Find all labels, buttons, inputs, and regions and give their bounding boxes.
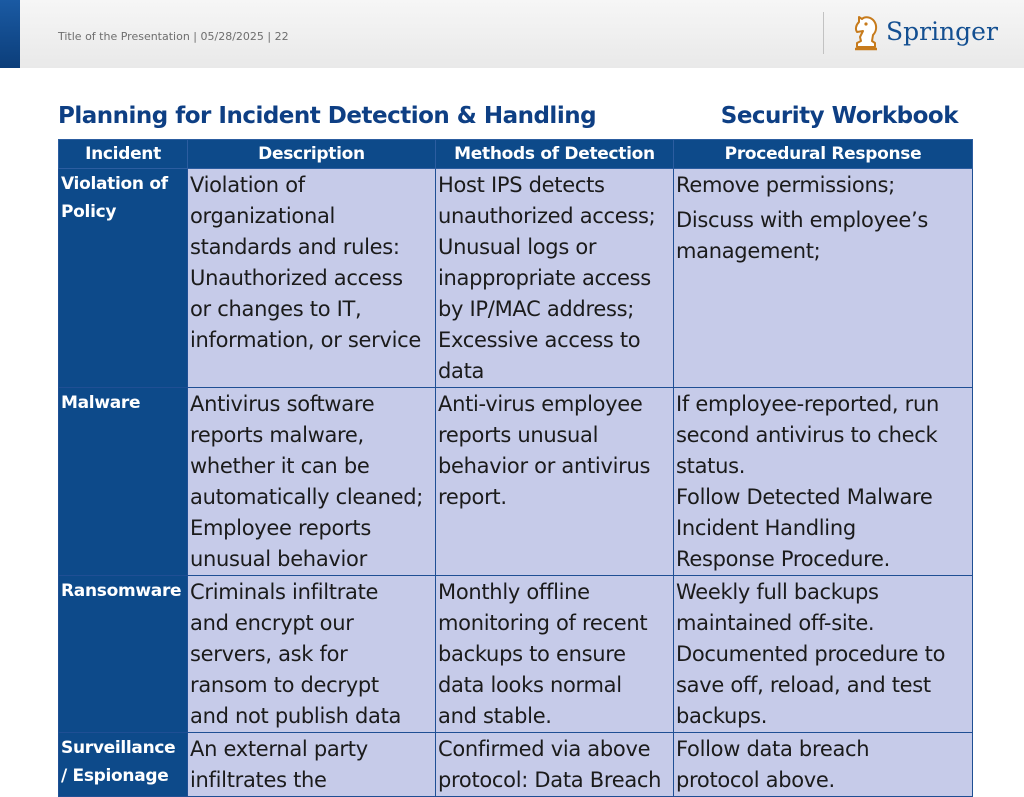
description-line: and encrypt our: [190, 611, 354, 635]
response-line: Weekly full backups: [676, 580, 879, 604]
incident-cell: [59, 169, 188, 388]
detection-line: backups to ensure: [438, 642, 626, 666]
detection-line: and stable.: [438, 704, 552, 728]
incident-line: / Espionage: [61, 766, 169, 786]
description-cell: [188, 576, 436, 733]
description-line: whether it can be: [190, 454, 370, 478]
response-line: management;: [676, 239, 821, 263]
incident-table: [58, 139, 973, 797]
response-cell: [674, 576, 973, 733]
detection-cell: [436, 169, 674, 388]
detection-line: Confirmed via above: [438, 737, 651, 761]
response-line: Incident Handling: [676, 516, 856, 540]
description-line: standards and rules:: [190, 235, 400, 259]
response-cell: [674, 733, 973, 797]
incident-line: Surveillance: [61, 738, 176, 758]
description-line: An external party: [190, 737, 368, 761]
response-line: backups.: [676, 704, 768, 728]
response-line: Follow Detected Malware: [676, 485, 933, 509]
column-header-incident: Incident: [59, 140, 188, 169]
springer-wordmark: Springer: [886, 17, 998, 46]
column-header-response: Procedural Response: [674, 140, 973, 169]
incident-cell: [59, 576, 188, 733]
description-line: Criminals infiltrate: [190, 580, 379, 604]
workbook-title: Security Workbook: [720, 103, 958, 129]
header-divider: [823, 12, 824, 54]
response-line: protocol above.: [676, 768, 835, 792]
detection-line: Host IPS detects: [438, 173, 605, 197]
table-row: [59, 576, 973, 733]
header-accent-strip: [0, 0, 20, 68]
detection-line: by IP/MAC address;: [438, 297, 634, 321]
detection-line: report.: [438, 485, 507, 509]
description-line: organizational: [190, 204, 336, 228]
response-cell: [674, 388, 973, 576]
description-line: infiltrates the: [190, 768, 327, 792]
description-line: reports malware,: [190, 423, 364, 447]
description-line: or changes to IT,: [190, 297, 362, 321]
description-line: Employee reports: [190, 516, 371, 540]
incident-line: Violation of: [61, 174, 168, 194]
description-line: Antivirus software: [190, 392, 375, 416]
response-line: status.: [676, 454, 746, 478]
table-row: [59, 169, 973, 388]
response-line: Response Procedure.: [676, 547, 891, 571]
detection-cell: [436, 576, 674, 733]
response-cell: [674, 169, 973, 388]
response-line: Documented procedure to: [676, 642, 946, 666]
detection-line: Excessive access to: [438, 328, 641, 352]
detection-line: behavior or antivirus: [438, 454, 651, 478]
detection-line: data: [438, 359, 485, 383]
description-line: ransom to decrypt: [190, 673, 379, 697]
slide-meta: Title of the Presentation | 05/28/2025 | 22: [58, 30, 289, 43]
response-line: Remove permissions;: [676, 173, 895, 197]
table-row: [59, 388, 973, 576]
incident-line: Ransomware: [61, 581, 182, 601]
description-line: Violation of: [190, 173, 305, 197]
detection-line: unauthorized access;: [438, 204, 656, 228]
description-line: and not publish data: [190, 704, 402, 728]
response-line: save off, reload, and test: [676, 673, 931, 697]
detection-line: Unusual logs or: [438, 235, 597, 259]
description-line: information, or service: [190, 328, 422, 352]
column-header-description: Description: [188, 140, 436, 169]
description-cell: [188, 733, 436, 797]
detection-line: data looks normal: [438, 673, 622, 697]
incident-line: Malware: [61, 393, 141, 413]
detection-line: monitoring of recent: [438, 611, 648, 635]
detection-cell: [436, 388, 674, 576]
detection-line: reports unusual: [438, 423, 599, 447]
incident-cell: [59, 733, 188, 797]
springer-knight-icon: [850, 13, 882, 51]
column-header-detection: Methods of Detection: [436, 140, 674, 169]
table-header-row: [59, 140, 973, 169]
description-line: unusual behavior: [190, 547, 367, 571]
description-line: Unauthorized access: [190, 266, 403, 290]
table-row: [59, 733, 973, 797]
description-line: servers, ask for: [190, 642, 348, 666]
detection-line: Anti-virus employee: [438, 392, 643, 416]
detection-line: protocol: Data Breach: [438, 768, 662, 792]
response-line: second antivirus to check: [676, 423, 938, 447]
response-line: Follow data breach: [676, 737, 870, 761]
page-title: Planning for Incident Detection & Handling: [58, 103, 597, 129]
description-line: automatically cleaned;: [190, 485, 424, 509]
detection-line: inappropriate access: [438, 266, 651, 290]
response-line: maintained off-site.: [676, 611, 875, 635]
detection-cell: [436, 733, 674, 797]
response-line: Discuss with employee’s: [676, 208, 928, 232]
detection-line: Monthly offline: [438, 580, 590, 604]
incident-line: Policy: [61, 202, 117, 222]
description-cell: [188, 169, 436, 388]
incident-cell: [59, 388, 188, 576]
description-cell: [188, 388, 436, 576]
response-line: If employee-reported, run: [676, 392, 939, 416]
